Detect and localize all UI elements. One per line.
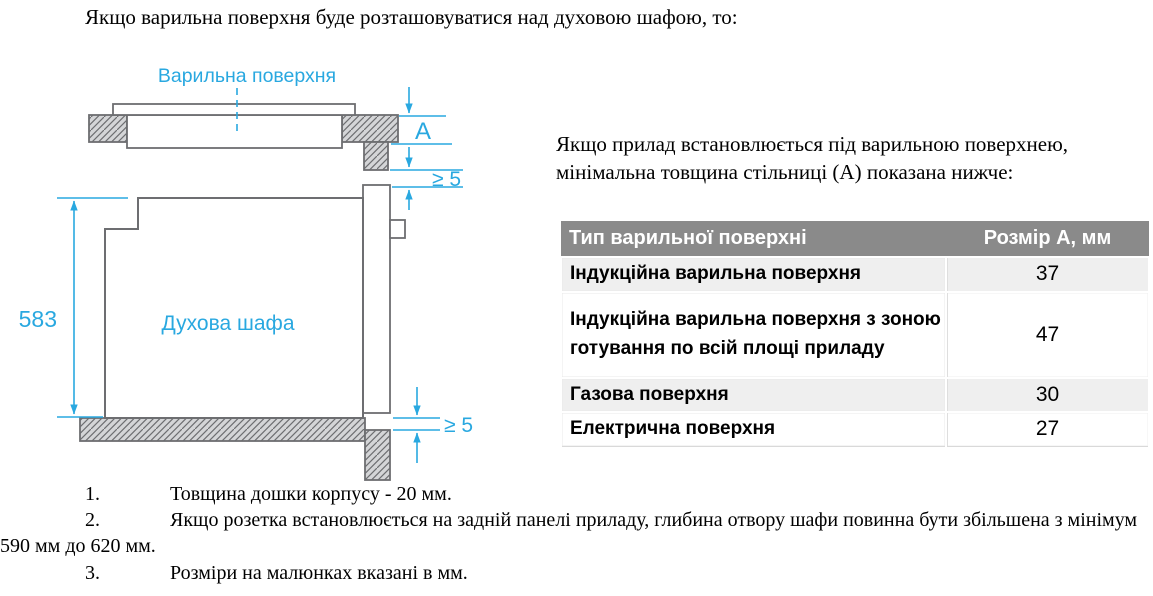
dimension-a-label: A [415,118,432,145]
bottom-gap-label: ≥ 5 [444,414,474,437]
hob-type-cell: Газова поверхня [561,378,946,413]
hob-type-cell: Індукційна варильна поверхня [561,257,946,292]
note-item [0,507,1153,559]
oven-shape [105,198,363,418]
note-item [0,560,1153,586]
note-number: 2. [85,509,100,532]
note-number: 1. [85,483,100,505]
cooktop-shape [113,104,355,148]
cooktop-label: Варильна поверхня [157,65,337,87]
countertop-left-section [89,115,127,142]
table-row [561,412,1149,446]
page-title: Якщо варильна поверхня буде розташовуватися над духовою шафою, то: [85,5,738,29]
height-dimension-label: 583 [18,306,57,332]
hob-type-table [560,221,1150,447]
note-item [0,481,1153,507]
intro-line-2: мінімальна товщина стільниці (А) показана нижче: [556,159,1014,184]
size-value-cell: 37 [946,257,1149,292]
hob-type-cell: Електрична поверхня [561,412,946,446]
header-size-a: Розмір А, мм [946,221,1149,257]
intro-text [556,131,1153,187]
hob-type-cell: Індукційна варильна поверхня з зоною готування по всій площі приладу [561,292,946,378]
table-header-row [561,221,1149,257]
top-gap-label: ≥ 5 [432,168,462,191]
size-value-cell: 30 [946,378,1149,413]
table-row [561,378,1149,413]
header-hob-type: Тип варильної поверхні [561,221,946,257]
size-value-cell: 47 [946,292,1149,378]
countertop-right-section [342,115,398,170]
table-row [561,292,1149,378]
notes-list [0,481,1153,586]
installation-diagram [0,55,510,485]
size-value-cell: 27 [946,412,1149,446]
cabinet-bottom-shelf [80,418,390,480]
cabinet-side-wall [363,185,405,413]
intro-line-1: Якщо прилад встановлюється під варильною поверхнею, [556,132,1069,156]
note-text: Товщина дошки корпусу - 20 мм. [170,483,452,505]
note-number: 3. [85,561,100,584]
table-row [561,257,1149,292]
oven-label: Духова шафа [161,312,295,335]
note-text: Якщо розетка встановлюється на задній панелі приладу, глибина отвору шафи повинна бути збільшена з мінімум 590 мм до 620 мм. [0,509,1138,558]
note-text: Розміри на малюнках вказані в мм. [170,561,468,584]
